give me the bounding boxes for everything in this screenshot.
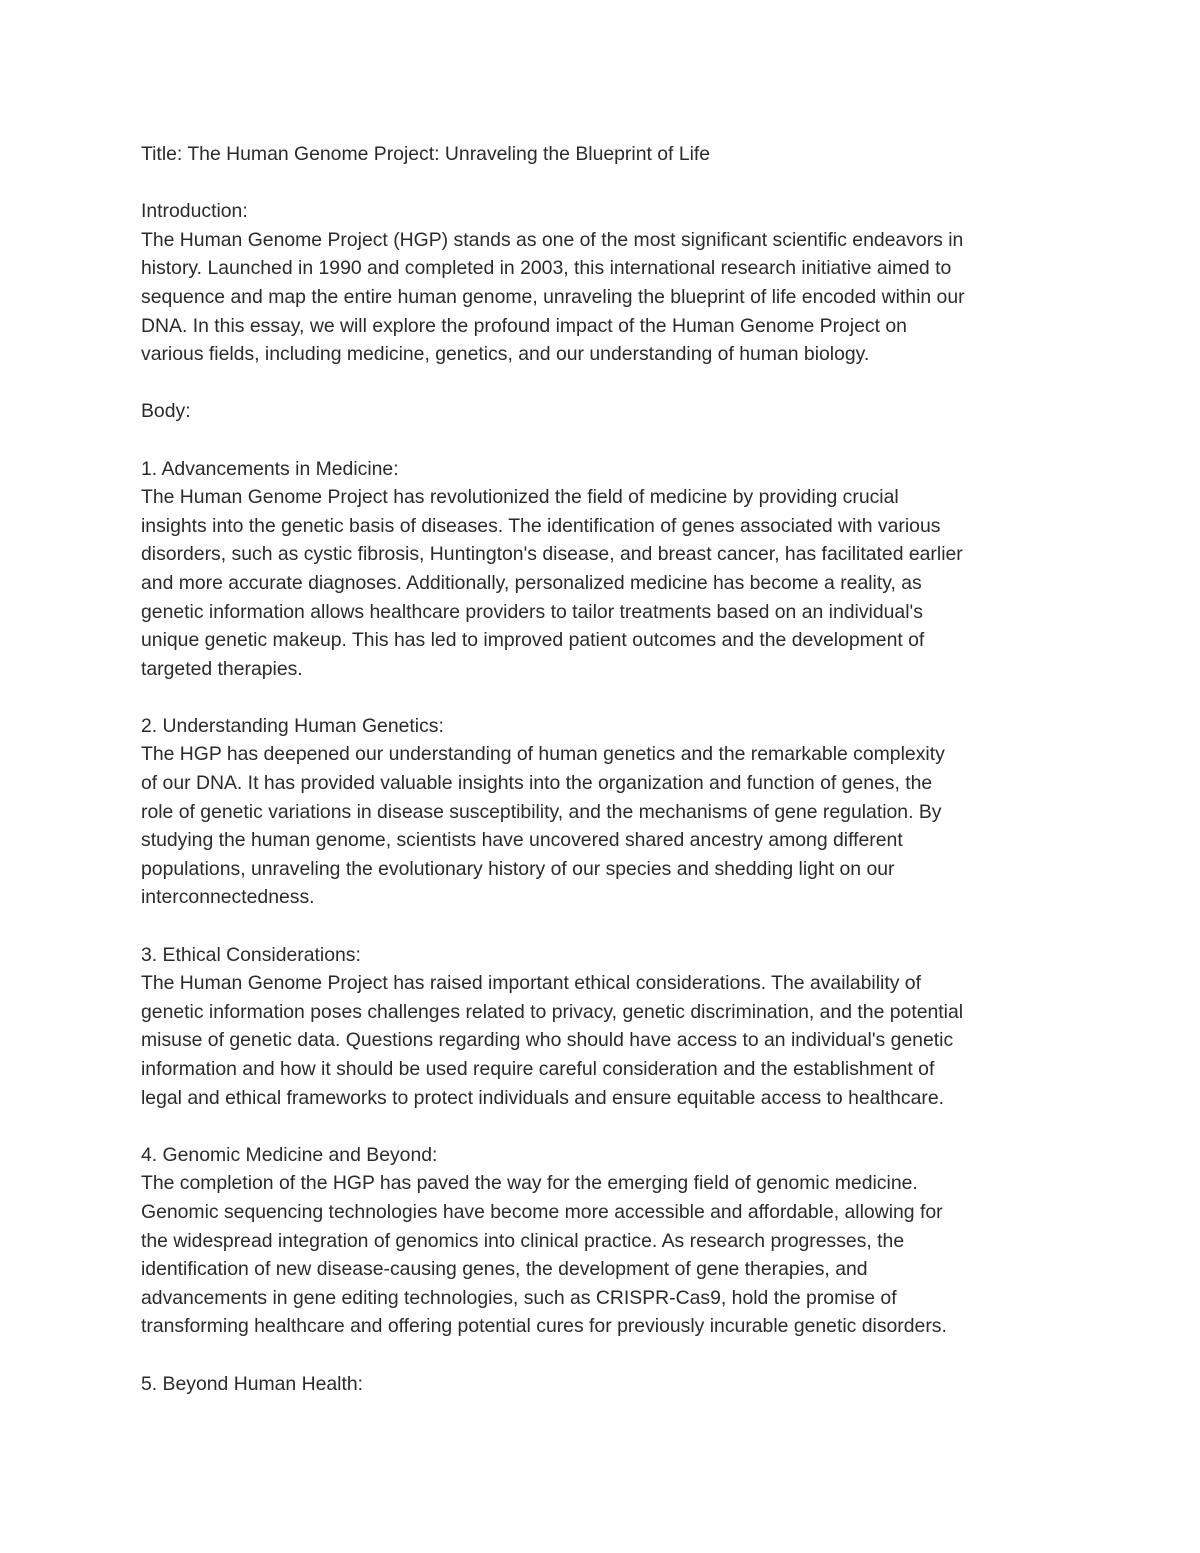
section-line: advancements in gene editing technologies, such as CRISPR-Cas9, hold the promise of <box>141 1286 897 1309</box>
section-line: role of genetic variations in disease susceptibility, and the mechanisms of gene regulation. By <box>141 800 942 823</box>
section-heading: 2. Understanding Human Genetics: <box>141 714 444 737</box>
section-line: misuse of genetic data. Questions regarding who should have access to an individual's genetic <box>141 1029 954 1052</box>
section-line: disorders, such as cystic fibrosis, Huntington's disease, and breast cancer, has facilitated earlier <box>141 543 963 566</box>
section-line: genetic information poses challenges related to privacy, genetic discrimination, and the potential <box>141 1000 964 1023</box>
section-line: interconnectedness. <box>141 886 315 909</box>
blank-line <box>141 369 1071 398</box>
section-line: The Human Genome Project has raised important ethical considerations. The availability of <box>141 972 921 995</box>
section-line: identification of new disease-causing genes, the development of gene therapies, and <box>141 1258 868 1281</box>
blank-line <box>141 912 1071 941</box>
section-line: The Human Genome Project has revolutionized the field of medicine by providing crucial <box>141 486 899 509</box>
blank-line <box>141 1341 1071 1370</box>
section-heading: 5. Beyond Human Health: <box>141 1372 364 1395</box>
section-line: and more accurate diagnoses. Additionally, personalized medicine has become a reality, as <box>141 571 922 594</box>
section-line: The HGP has deepened our understanding of human genetics and the remarkable complexity <box>141 743 945 766</box>
section-line: legal and ethical frameworks to protect individuals and ensure equitable access to healthcare. <box>141 1086 945 1109</box>
intro-line: various fields, including medicine, genetics, and our understanding of human biology. <box>141 343 870 366</box>
blank-line <box>141 1112 1071 1141</box>
section-line: insights into the genetic basis of diseases. The identification of genes associated with various <box>141 514 941 537</box>
body-heading: Body: <box>141 400 191 423</box>
section-line: The completion of the HGP has paved the way for the emerging field of genomic medicine. <box>141 1172 918 1195</box>
intro-line: sequence and map the entire human genome, unraveling the blueprint of life encoded within our <box>141 285 965 308</box>
intro-line: DNA. In this essay, we will explore the profound impact of the Human Genome Project on <box>141 314 907 337</box>
section-heading: 1. Advancements in Medicine: <box>141 457 399 480</box>
section-line: studying the human genome, scientists have uncovered shared ancestry among different <box>141 829 903 852</box>
section-line: transforming healthcare and offering potential cures for previously incurable genetic disorders. <box>141 1315 947 1338</box>
section-heading: 3. Ethical Considerations: <box>141 943 361 966</box>
intro-heading: Introduction: <box>141 200 248 223</box>
intro-line: history. Launched in 1990 and completed in 2003, this international research initiative aimed to <box>141 257 952 280</box>
section-heading: 4. Genomic Medicine and Beyond: <box>141 1143 438 1166</box>
section-line: information and how it should be used require careful consideration and the establishment of <box>141 1058 935 1080</box>
section-line: Genomic sequencing technologies have become more accessible and affordable, allowing for <box>141 1200 943 1223</box>
blank-line <box>141 683 1071 712</box>
blank-line <box>141 426 1071 455</box>
section-line: unique genetic makeup. This has led to improved patient outcomes and the development of <box>141 629 925 652</box>
section-line: of our DNA. It has provided valuable insights into the organization and function of genes, the <box>141 772 933 795</box>
intro-line: The Human Genome Project (HGP) stands as one of the most significant scientific endeavors in <box>141 228 964 251</box>
section-line: the widespread integration of genomics into clinical practice. As research progresses, the <box>141 1229 905 1252</box>
section-line: targeted therapies. <box>141 657 303 680</box>
document-body <box>141 140 1071 1398</box>
blank-line <box>141 169 1071 198</box>
section-line: populations, unraveling the evolutionary history of our species and shedding light on our <box>141 857 895 880</box>
document-title: Title: The Human Genome Project: Unraveling the Blueprint of Life <box>141 143 711 165</box>
section-line: genetic information allows healthcare providers to tailor treatments based on an individual's <box>141 600 923 623</box>
